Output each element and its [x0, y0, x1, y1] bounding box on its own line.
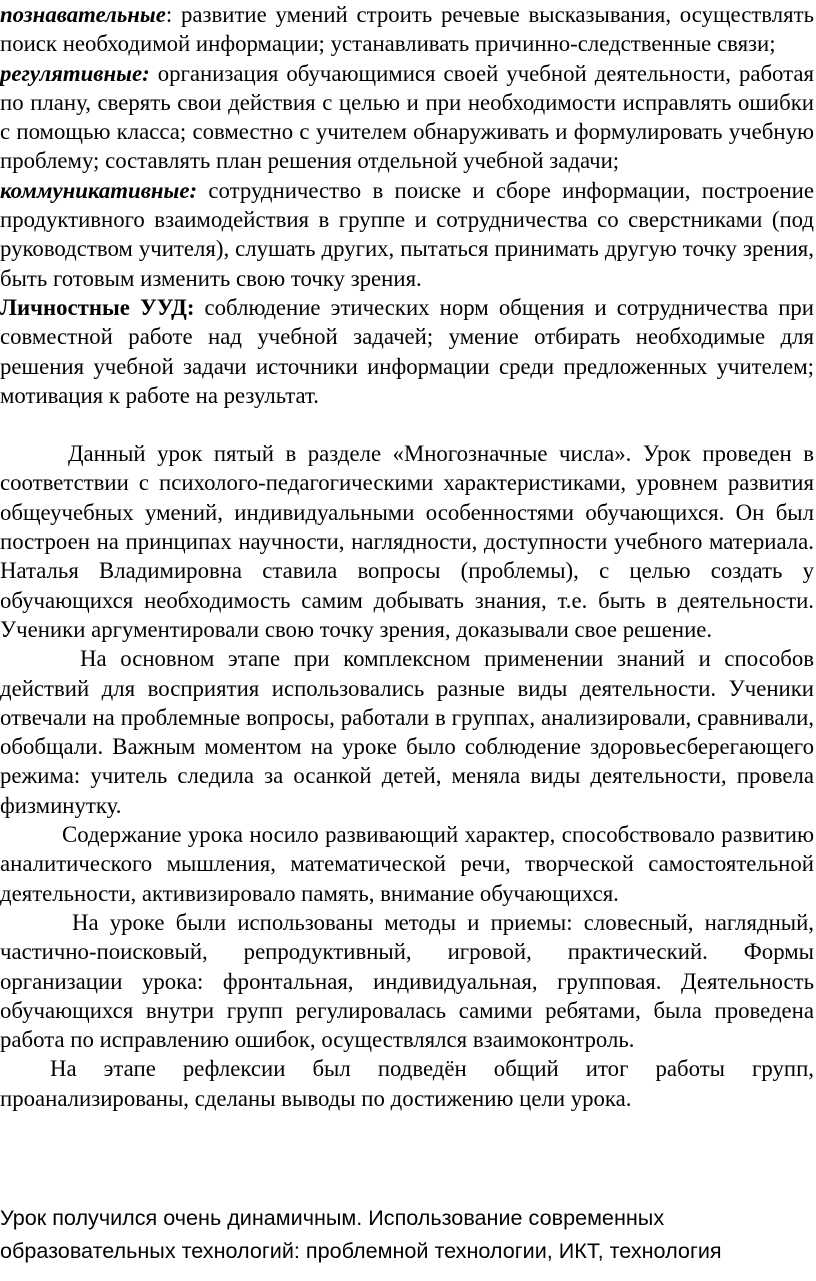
regulatory-uud-paragraph — [0, 59, 814, 176]
methods-paragraph: На уроке были использованы методы и приемы: словесный, наглядный, частично-поисковый, репродуктивный, игровой, практический. Формы организации урока: фронтальная, индивидуальная, групповая. Деятельность обучающихся внутри групп регулировалась самими ребятами, была проведена работа по исправлению ошибок, осуществлялся взаимоконтроль. — [0, 909, 814, 1053]
communicative-uud-text: сотрудничество в поиске и сборе информации, построение продуктивного взаимодействия в группе и сотрудничества со сверстниками (под руководством учителя), слушать других, пытаться принимать другую точку зрения, быть готовым изменить свою точку зрения. — [0, 177, 814, 291]
personal-uud-text: соблюдение этических норм общения и сотрудничества при совместной работе над учебной задачей; умение отбирать необходимые для решения учебной задачи источники информации среди предложенных учителем; мотивация к работе на результат. — [0, 294, 815, 408]
regulatory-uud-text: организация обучающимися своей учебной деятельности, работая по плану, сверять свои действия с целью и при необходимости исправлять ошибки с помощью класса; совместно с учителем обнаруживать и формулировать учебную проблему; составлять план решения отдельной учебной задачи; — [0, 60, 814, 174]
communicative-uud-term: коммуникативные: — [0, 177, 198, 203]
personal-uud-term: Личностные УУД: — [0, 294, 195, 320]
cognitive-uud-paragraph — [0, 0, 814, 59]
conclusion-paragraph: Урок получился очень динамичным. Использование современных образовательных технологий: проблемной технологии, ИКТ, технология — [0, 1205, 722, 1263]
paragraph-spacer — [0, 410, 814, 439]
regulatory-uud-term: регулятивные: — [0, 60, 150, 86]
personal-uud-paragraph — [0, 293, 814, 410]
communicative-uud-paragraph — [0, 176, 814, 293]
lesson-content-paragraph: Содержание урока носило развивающий характер, способствовало развитию аналитического мышления, математической речи, творческой самостоятельной деятельности, активизировало память, внимание обучающихся. — [0, 822, 814, 906]
lesson-overview-paragraph: Данный урок пятый в разделе «Многозначные числа». Урок проведен в соответствии с психолого-педагогическими характеристиками, уровнем развития общеучебных умений, индивидуальными особенностями обучающихся. Он был построен на принципах научности, наглядности, доступности учебного материала. Наталья Владимировна ставила вопросы (проблемы), с целью создать у обучающихся необходимость самим добывать знания, т.е. быть в деятельности. Ученики аргументировали свою точку зрения, доказывали свое решение. — [0, 441, 814, 642]
reflection-paragraph: На этапе рефлексии был подведён общий итог работы групп, проанализированы, сделаны выводы по достижению цели урока. — [0, 1056, 814, 1111]
main-stage-paragraph: На основном этапе при комплексном применении знаний и способов действий для восприятия использовались разные виды деятельности. Ученики отвечали на проблемные вопросы, работали в группах, анализировали, сравнивали, обобщали. Важным моментом на уроке было соблюдение здоровьесберегающего режима: учитель следила за осанкой детей, меняла виды деятельности, провела физминутку. — [0, 646, 814, 818]
cognitive-uud-term: познавательные — [0, 2, 166, 27]
cognitive-uud-text: : развитие умений строить речевые высказывания, осуществлять поиск необходимой информации; устанавливать причинно-следственные связи; — [0, 2, 814, 57]
